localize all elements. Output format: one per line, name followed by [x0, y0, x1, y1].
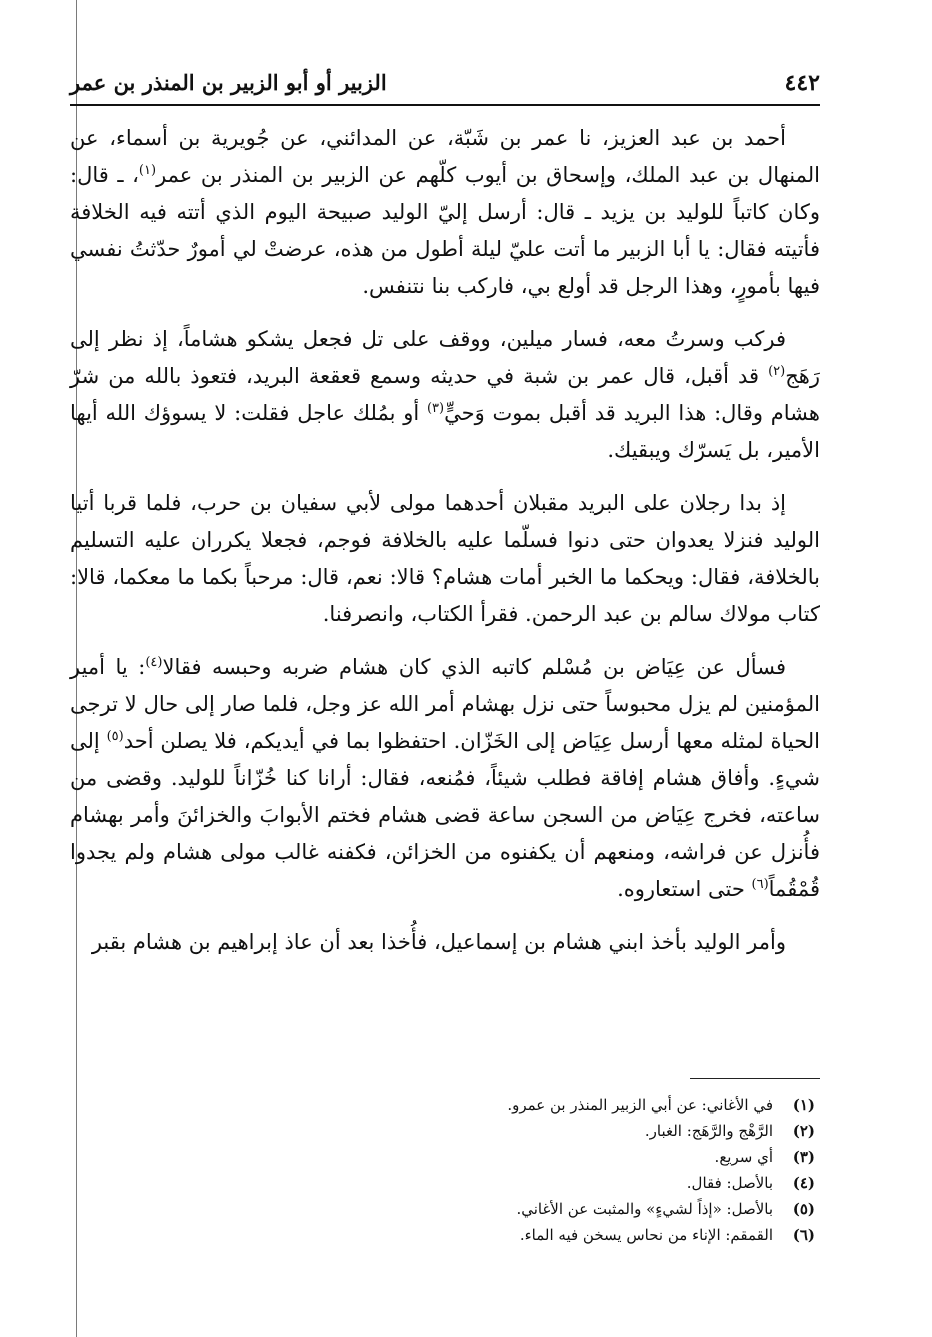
footnote-number: (١): [792, 1096, 815, 1114]
footnote-text: الرَّهْج والرَّهَج: الغبار.: [644, 1122, 773, 1140]
paragraph-text: إذ بدا رجلان على البريد مقبلان أحدهما مولى لأبي سفيان بن حرب، فلما قربا أتيا الوليد فنزلا يعدوان حتى دنوا فسلّما عليه بالخلافة فوجم، فجعلا يكرران عليه التسليم بالخلافة، فقال: ويحكما ما الخبر أمات هشام؟ قالا: نعم، قال: مرحباً بكما ما معكما، قالا: كتاب مولاك سالم بن عبد الرحمن. فقرأ الكتاب، وانصرفنا.: [70, 491, 820, 626]
footnote-text: بالأصل: «إذاً لشيءٍ» والمثبت عن الأغاني.: [516, 1200, 773, 1218]
footnote-number: (٦): [792, 1226, 815, 1244]
footnote-number: (٥): [792, 1200, 815, 1218]
paragraph-text: فسأل عن عِيَاض بن مُسْلم كاتبه الذي كان هشام ضربه وحبسه فقالا: [162, 655, 786, 679]
page-header: [70, 66, 820, 102]
footnote-marker: (٤): [145, 655, 163, 670]
main-text: [70, 120, 820, 977]
footnote-text: أي سريع.: [714, 1148, 773, 1166]
footnote-text: في الأغاني: عن أبي الزبير المنذر بن عمرو.: [507, 1096, 773, 1114]
paragraph-text: ، ـ قال: وكان كاتباً للوليد بن يزيد ـ قال: أرسل إليّ الوليد صبيحة اليوم الذي أتته فيه الخلافة فأتيته فقال: يا أبا الزبير ما أتت عليّ ليلة أطول من هذه، عرضتْ لي أمورٌ حدّثتُ نفسي فيها بأمورٍ، وهذا الرجل قد أولع بي، فاركب بنا نتنفس.: [70, 163, 820, 298]
footnote: [70, 1196, 815, 1222]
paragraph-text: فركب وسرتُ معه، فسار ميلين، ووقف على تل فجعل يشكو هشاماً، إذ نظر إلى رَهَج: [70, 327, 820, 388]
footnote-text: بالأصل: فقال.: [686, 1174, 773, 1192]
footnote-number: (٤): [792, 1174, 815, 1192]
footnote-marker: (٣): [426, 401, 445, 416]
paragraph-text: أو بمُلك عاجل فقلت: لا يسوؤك الله أيها الأمير، بل يَسرّك ويبقيك.: [70, 401, 820, 462]
footnote-marker: (٥): [106, 729, 124, 744]
paragraph-text: وأمر الوليد بأخذ ابني هشام بن إسماعيل، فأُخذا بعد أن عاذ إبراهيم بن هشام بقبر: [91, 930, 786, 954]
paragraph-text: حتى استعاروه.: [617, 877, 752, 901]
footnote: [70, 1222, 815, 1248]
paragraph: [70, 120, 820, 305]
footnote-number: (٣): [792, 1148, 815, 1166]
footnote-separator: [690, 1078, 820, 1079]
footnote-number: (٢): [792, 1122, 815, 1140]
running-title: الزبير أو أبو الزبير بن المنذر بن عمر: [70, 70, 387, 95]
footnote: [70, 1170, 815, 1196]
footnotes: [70, 1092, 815, 1248]
paragraph: [70, 924, 820, 961]
paragraph-text: إلى شيءٍ. وأفاق هشام إفاقة فطلب شيئاً، فمُنعه، فقال: أرانا كنا خُزّاناً للوليد. وقضى من ساعته، فخرج عِيَاض من السجن ساعة قضى هشام فختم الأبوابَ والخزائنَ وأمر بهشام فأُنزل عن فراشه، ومنعهم أن يكفنوه من الخزائن، فكفنه غالب مولى هشام ولم يجدوا قُمْقُماً: [70, 729, 820, 901]
footnote: [70, 1144, 815, 1170]
paragraph-text: قد أقبل، قال عمر بن شبة في حديثه وسمع قعقعة البريد، فتعوذ بالله من شرّ هشام وقال: هذا البريد قد أقبل بموت وَحيٍّ: [70, 364, 820, 425]
paragraph: [70, 485, 820, 633]
footnote-text: القمقم: الإناء من نحاس يسخن فيه الماء.: [519, 1226, 773, 1244]
footnote: [70, 1092, 815, 1118]
paragraph-text: أحمد بن عبد العزيز، نا عمر بن شَبّة، عن المدائني، عن جُويرية بن أسماء، عن المنهال بن عبد الملك، وإسحاق بن أيوب كلّهم عن الزبير بن المنذر بن عمر: [70, 126, 820, 187]
page-number: ٤٤٢: [784, 70, 820, 96]
footnote: [70, 1118, 815, 1144]
paragraph: [70, 321, 820, 469]
footnote-marker: (١): [138, 163, 157, 178]
footnote-marker: (٢): [768, 364, 786, 379]
header-rule: [70, 104, 820, 106]
footnote-marker: (٦): [751, 877, 769, 892]
paragraph-text: : يا أمير المؤمنين لم يزل محبوساً حتى نزل بهشام أمر الله عز وجل، فلما صار إلى حال لا ترجى الحياة لمثله معها أرسل عِيَاض إلى الخَزّان. احتفظوا بما في أيديكم، فلا يصلن أحد: [70, 655, 820, 753]
paragraph: [70, 649, 820, 908]
